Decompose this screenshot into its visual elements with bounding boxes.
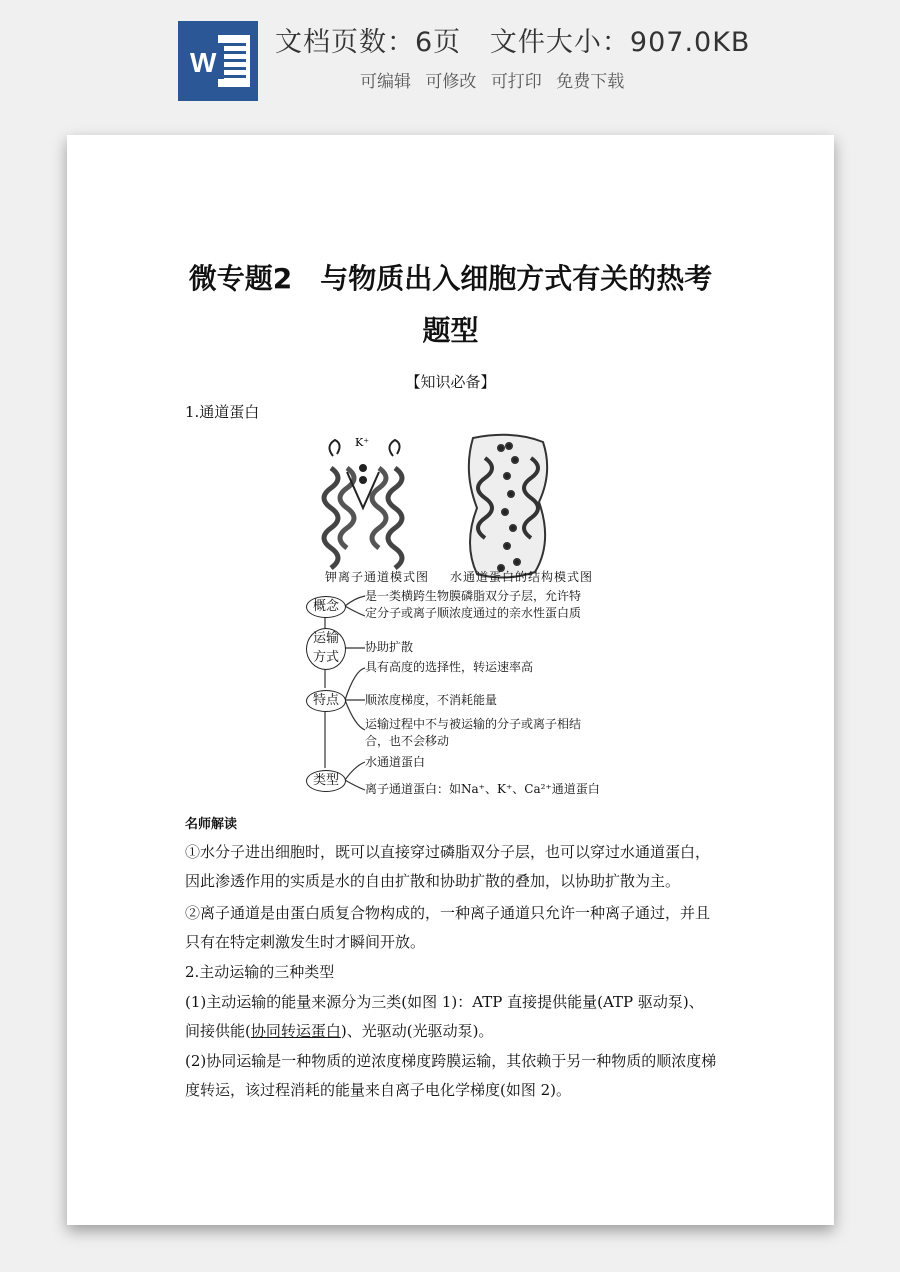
- channel-protein-mindmap: [302, 590, 632, 805]
- document-page: [67, 135, 834, 1225]
- word-document-icon: [178, 21, 258, 101]
- active-transport-paragraph-2: (2)协同运输是一种物质的逆浓度梯度跨膜运输，其依赖于另一种物质的顺浓度梯度转运，该过程消耗的能量来自离子电化学梯度(如图 2)。: [185, 1052, 717, 1099]
- node-types: 类型: [306, 770, 346, 792]
- feature-no-binding-line-1: 运输过程中不与被运输的分子或离子相结: [365, 717, 582, 731]
- node-transport-line1: 运输: [312, 631, 339, 646]
- document-title: [67, 253, 834, 357]
- concept-line-2: 定分子或离子顺浓度通过的亲水性蛋白质: [365, 606, 582, 620]
- concept-line-1: 是一类横跨生物膜磷脂双分子层，允许特: [365, 589, 582, 603]
- node-transport-line2: 方式: [312, 650, 339, 665]
- caption-aquaporin: 水通道蛋白的结构模式图: [450, 570, 594, 584]
- feature-selectivity: 具有高度的选择性，转运速率高: [365, 660, 534, 674]
- editable-badge: 可编辑: [360, 72, 411, 92]
- aquaporin-illustration: [469, 435, 547, 578]
- para1-text-a: (1)主动运输的能量来源分为三类(如图 1)：ATP 直接提供能量(ATP 驱动泵)、间接供能(: [185, 993, 704, 1040]
- document-info: 文档页数：6页 文件大小：907.0KB: [275, 27, 751, 58]
- printable-badge: 可打印: [490, 72, 542, 92]
- feature-gradient: 顺浓度梯度，不消耗能量: [365, 693, 498, 707]
- heading-channel-proteins: 1.通道蛋白: [185, 403, 260, 421]
- type-ion-channel: 离子通道蛋白：如Na⁺、K⁺、Ca²⁺通道蛋白: [365, 782, 600, 796]
- transport-text: 协助扩散: [365, 640, 414, 654]
- caption-potassium-channel: 钾离子通道模式图: [325, 570, 430, 584]
- feature-no-binding-line-2: 合，也不会移动: [365, 734, 450, 748]
- teacher-note-heading: 名师解读: [185, 817, 238, 832]
- download-banner: [0, 0, 900, 120]
- channel-protein-figure: [295, 428, 615, 588]
- para1-text-b: )、光驱动(光驱动泵)。: [340, 1022, 494, 1040]
- feature-no-binding: [365, 716, 581, 750]
- node-concept: 概念: [306, 596, 346, 618]
- title-line-2: 题型: [422, 314, 479, 347]
- heading-active-transport: 2.主动运输的三种类型: [185, 963, 335, 981]
- node-features: 特点: [306, 690, 346, 712]
- note-paragraph-2: ②离子通道是由蛋白质复合物构成的，一种离子通道只允许一种离子通过，并且只有在特定刺激发生时才瞬间开放。: [185, 904, 711, 951]
- free-download-link[interactable]: 免费下载: [556, 72, 625, 92]
- modifiable-badge: 可修改: [425, 72, 477, 92]
- title-line-1: 微专题2 与物质出入细胞方式有关的热考: [188, 262, 713, 295]
- para1-underlined-term: 协同转运蛋白: [250, 1022, 341, 1040]
- type-aquaporin: 水通道蛋白: [365, 755, 426, 769]
- section-label: 【知识必备】: [405, 373, 496, 391]
- node-transport-mode: [306, 628, 346, 670]
- note-paragraph-1: ①水分子进出细胞时，既可以直接穿过磷脂双分子层，也可以穿过水通道蛋白，因此渗透作用的实质是水的自由扩散和协助扩散的叠加，以协助扩散为主。: [185, 843, 711, 890]
- concept-text: [365, 588, 581, 622]
- potassium-channel-illustration: [324, 440, 402, 568]
- svg-text:W: W: [190, 47, 217, 78]
- active-transport-paragraph-1: [185, 988, 717, 1046]
- banner-actions: [360, 67, 633, 92]
- k-ion-label: K⁺: [355, 436, 370, 449]
